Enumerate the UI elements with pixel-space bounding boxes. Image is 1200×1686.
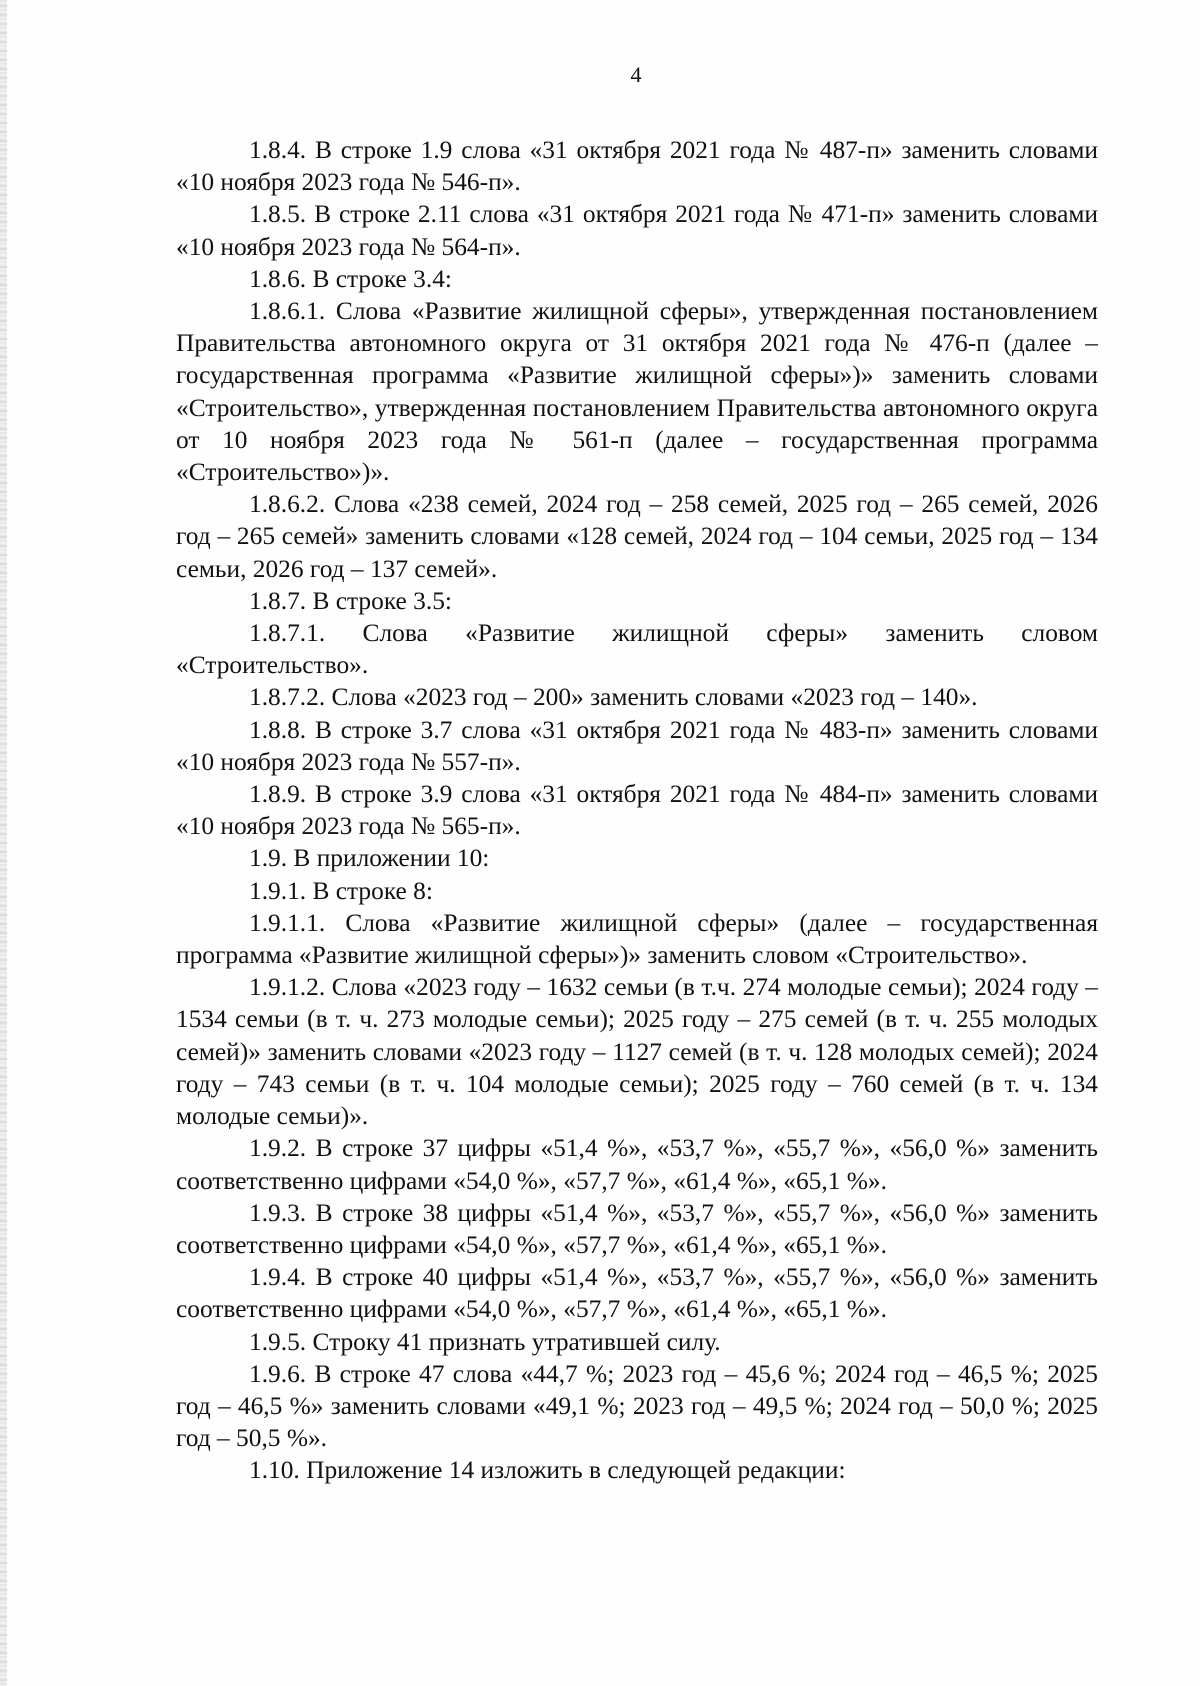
page-number: 4 [630, 62, 642, 87]
paragraph-1-9-1-1: 1.9.1.1. Слова «Развитие жилищной сферы» (далее – государственная программа «Развитие жилищной сферы»)» заменить словом «Строительство». [176, 908, 1098, 970]
paragraph-1-9-6: 1.9.6. В строке 47 слова «44,7 %; 2023 год – 45,6 %; 2024 год – 46,5 %; 2025 год – 46,5 %» заменить словами «49,1 %; 2023 год – 49,5 %; 2024 год – 50,0 %; 2025 год – 50,5 %». [176, 1359, 1098, 1453]
paragraph-1-8-7: 1.8.7. В строке 3.5: [249, 586, 452, 615]
paragraph-1-9: 1.9. В приложении 10: [249, 844, 490, 873]
paragraph-1-8-6-1: 1.8.6.1. Слова «Развитие жилищной сферы», утвержденная постановлением Правительства автономного округа от 31 октября 2021 года № 476-п (далее – государственная программа «Развитие жилищной сферы»)» заменить словами «Строительство», утвержденная постановлением Правительства автономного округа от 10 ноября 2023 года № 561-п (далее – государственная программа «Строительство»)». [176, 297, 1098, 487]
paragraph-1-8-7-1: 1.8.7.1. Слова «Развитие жилищной сферы» заменить словом «Строительство». [176, 619, 1098, 680]
paragraph-1-8-8: 1.8.8. В строке 3.7 слова «31 октября 2021 года № 483-п» заменить словами «10 ноября 2023 года № 557-п». [176, 715, 1098, 776]
paragraph-1-9-1: 1.9.1. В строке 8: [249, 876, 433, 905]
scan-edge [0, 0, 7, 1686]
paragraph-1-9-1-2: 1.9.1.2. Слова «2023 году – 1632 семьи (в т.ч. 274 молодые семьи); 2024 году – 1534 семьи (в т. ч. 273 молодые семьи); 2025 году – 275 семей (в т. ч. 255 молодых семей)» заменить словами «2023 году – 1127 семей (в т. ч. 128 молодых семей); 2024 году – 743 семьи (в т. ч. 104 молодые семьи); 2025 году – 760 семей (в т. ч. 134 молодые семьи)». [176, 973, 1098, 1131]
paragraph-1-9-2: 1.9.2. В строке 37 цифры «51,4 %», «53,7 %», «55,7 %», «56,0 %» заменить соответственно цифрами «54,0 %», «57,7 %», «61,4 %», «65,1 %». [176, 1134, 1098, 1195]
paragraph-1-9-3: 1.9.3. В строке 38 цифры «51,4 %», «53,7 %», «55,7 %», «56,0 %» заменить соответственно цифрами «54,0 %», «57,7 %», «61,4 %», «65,1 %». [176, 1198, 1098, 1259]
paragraph-1-9-5: 1.9.5. Строку 41 признать утратившей силу. [249, 1327, 721, 1356]
paragraph-1-8-6: 1.8.6. В строке 3.4: [249, 264, 452, 293]
paragraph-1-10: 1.10. Приложение 14 изложить в следующей редакции: [249, 1456, 846, 1485]
paragraph-1-8-9: 1.8.9. В строке 3.9 слова «31 октября 2021 года № 484-п» заменить словами «10 ноября 2023 года № 565-п». [176, 780, 1098, 841]
paragraph-1-8-4: 1.8.4. В строке 1.9 слова «31 октября 2021 года № 487-п» заменить словами «10 ноября 2023 года № 546-п». [176, 136, 1098, 197]
paragraph-1-9-4: 1.9.4. В строке 40 цифры «51,4 %», «53,7 %», «55,7 %», «56,0 %» заменить соответственно цифрами «54,0 %», «57,7 %», «61,4 %», «65,1 %». [176, 1263, 1098, 1324]
paragraph-1-8-6-2: 1.8.6.2. Слова «238 семей, 2024 год – 258 семей, 2025 год – 265 семей, 2026 год – 265 семей» заменить словами «128 семей, 2024 год – 104 семьи, 2025 год – 134 семьи, 2026 год – 137 семей». [176, 490, 1098, 583]
document-body [176, 134, 1098, 1487]
paragraph-1-8-7-2: 1.8.7.2. Слова «2023 год – 200» заменить словами «2023 год – 140». [249, 683, 978, 712]
paragraph-1-8-5: 1.8.5. В строке 2.11 слова «31 октября 2021 года № 471-п» заменить словами «10 ноября 2023 года № 564-п». [176, 200, 1098, 261]
